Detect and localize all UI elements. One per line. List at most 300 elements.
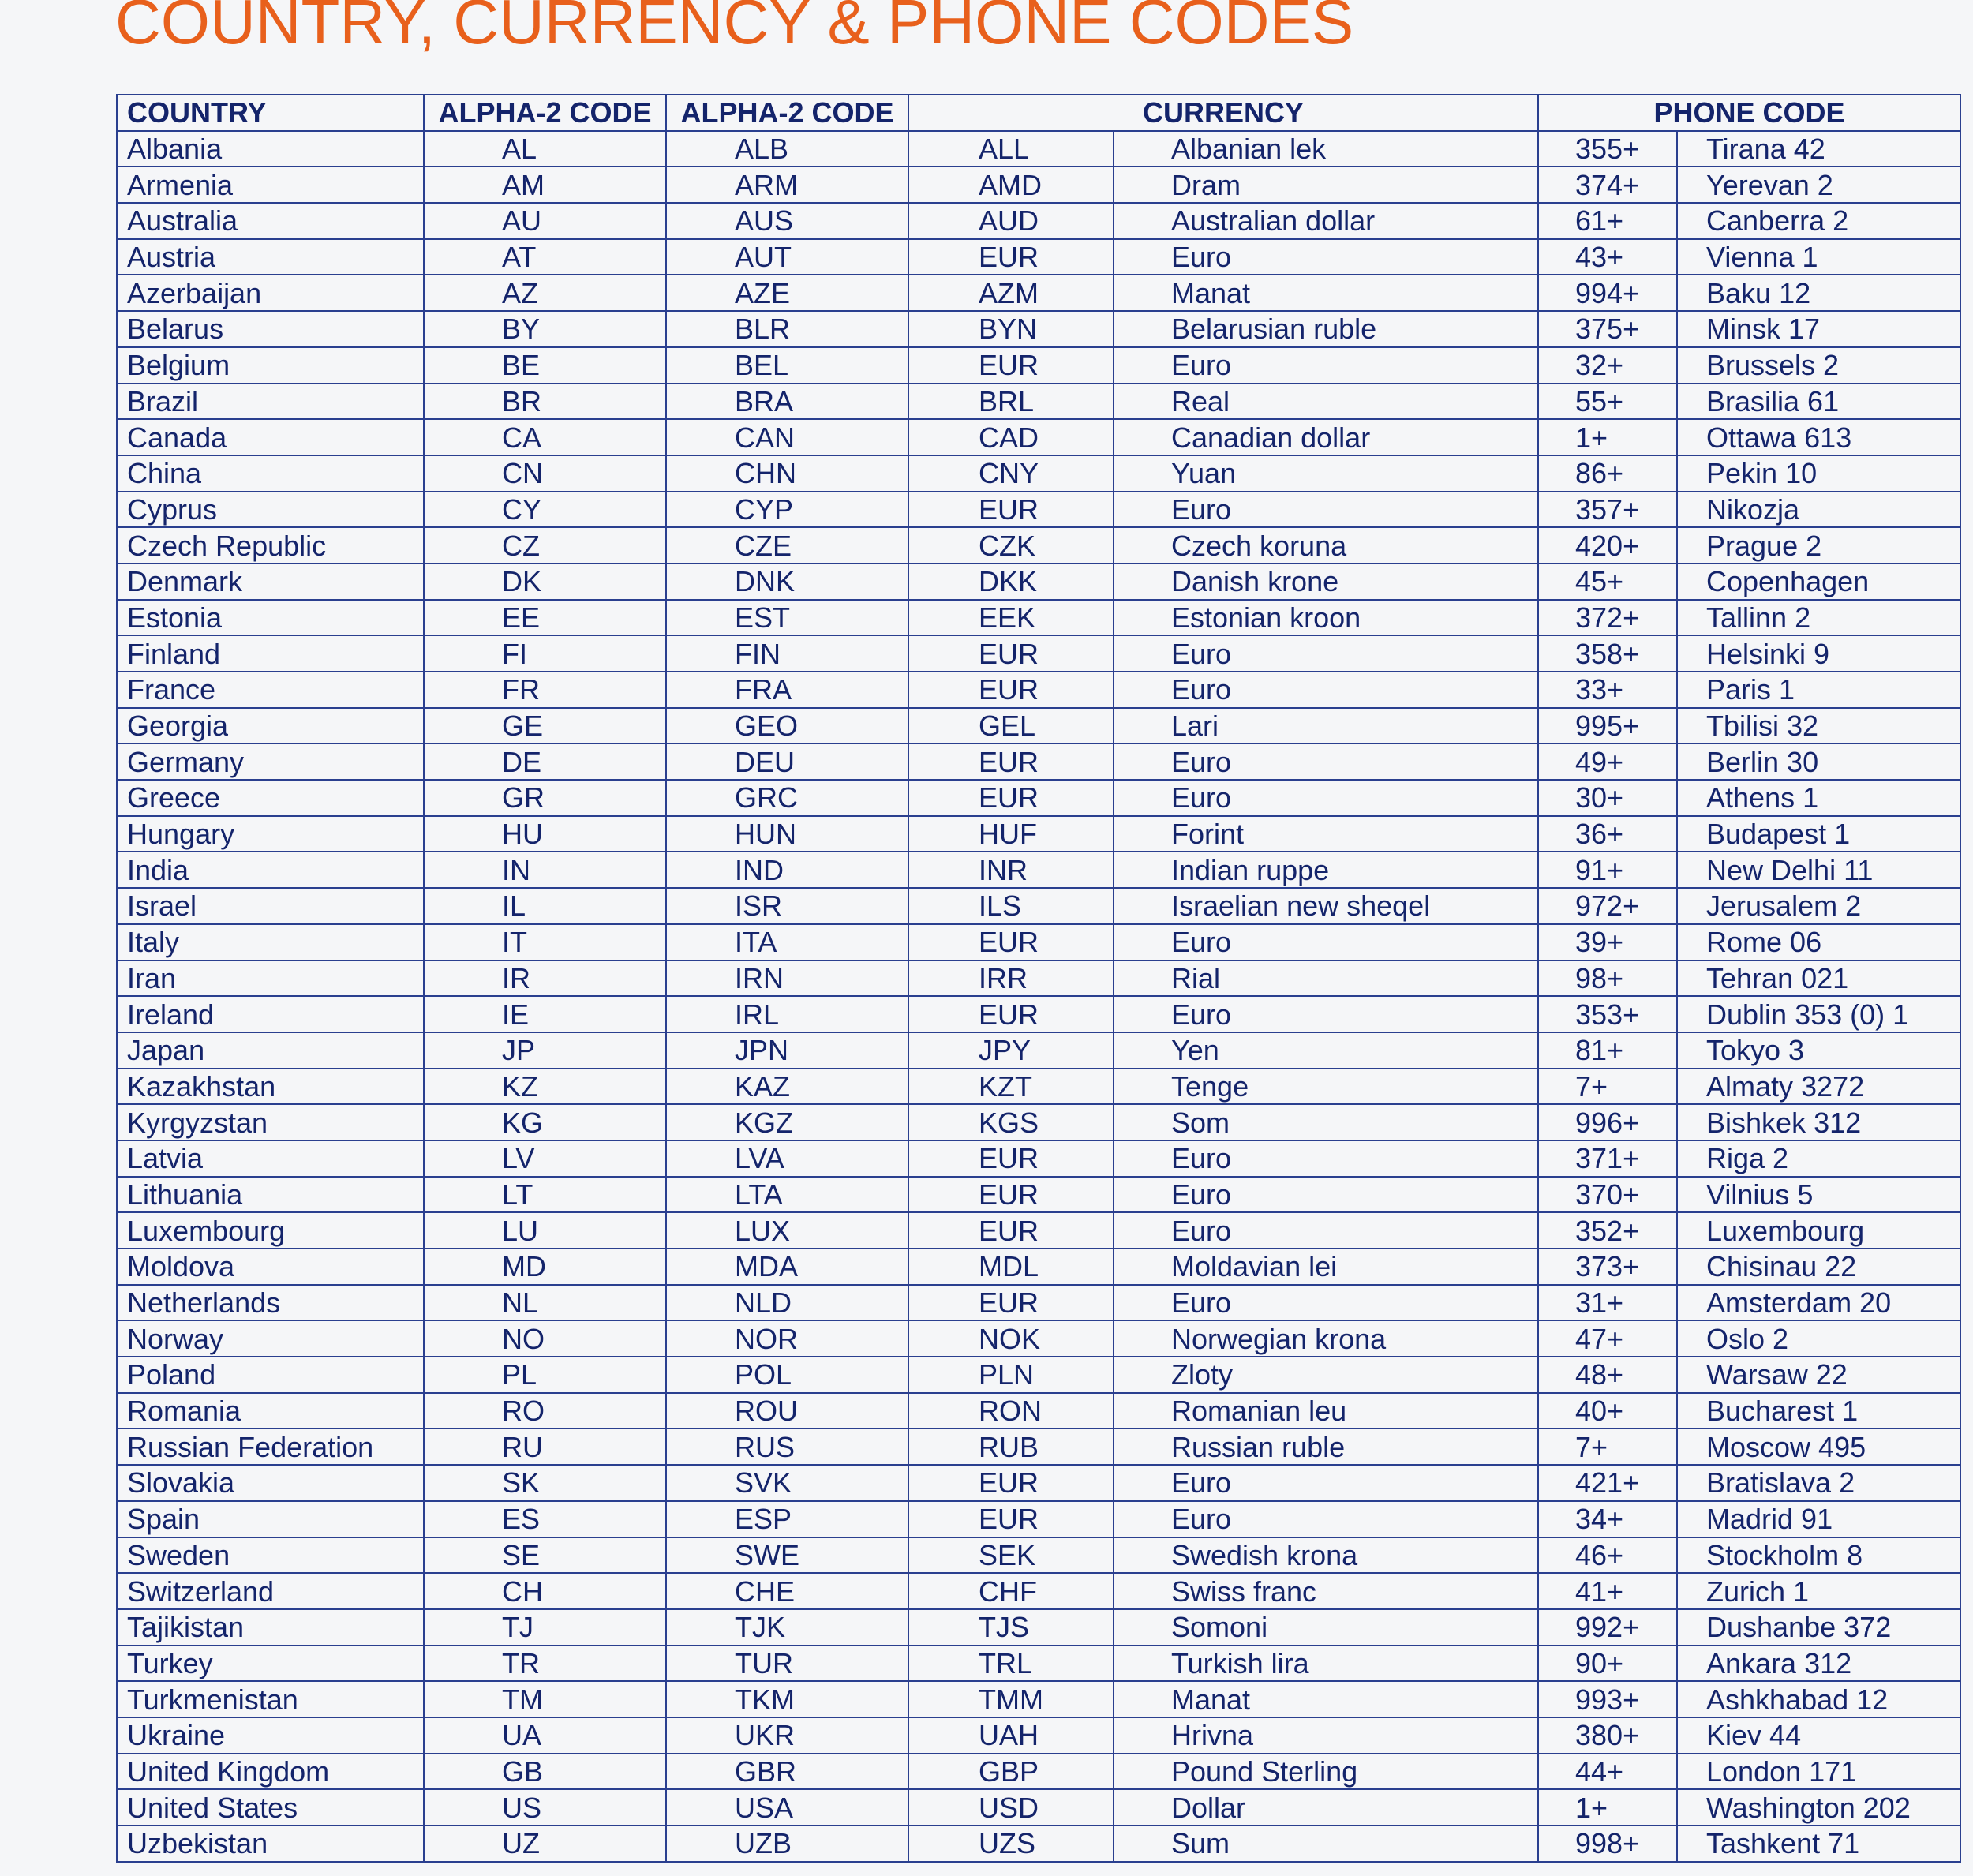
- table-row: [117, 960, 1960, 997]
- header-alpha2: ALPHA-2 CODE: [424, 95, 666, 131]
- dial-code-cell: 355+: [1538, 131, 1677, 167]
- currency-name-cell: Euro: [1114, 347, 1538, 384]
- dial-code-cell: 47+: [1538, 1320, 1677, 1357]
- alpha2-cell: NO: [424, 1320, 666, 1357]
- currency-name-cell: Dollar: [1114, 1789, 1538, 1825]
- table-row: [117, 131, 1960, 167]
- dial-code-cell: 41+: [1538, 1573, 1677, 1609]
- alpha2-cell: RU: [424, 1429, 666, 1465]
- header-country: COUNTRY: [117, 95, 424, 131]
- country-cell: United Kingdom: [117, 1754, 424, 1790]
- currency-code-cell: JPY: [908, 1032, 1114, 1069]
- dial-code-cell: 353+: [1538, 996, 1677, 1032]
- country-cell: Belgium: [117, 347, 424, 384]
- dial-code-cell: 358+: [1538, 635, 1677, 672]
- city-code-cell: Prague 2: [1677, 527, 1960, 564]
- currency-code-cell: EUR: [908, 1140, 1114, 1177]
- currency-code-cell: ILS: [908, 888, 1114, 924]
- city-code-cell: Tashkent 71: [1677, 1825, 1960, 1862]
- dial-code-cell: 7+: [1538, 1429, 1677, 1465]
- dial-code-cell: 7+: [1538, 1069, 1677, 1105]
- dial-code-cell: 421+: [1538, 1465, 1677, 1501]
- dial-code-cell: 98+: [1538, 960, 1677, 997]
- currency-code-cell: AMD: [908, 167, 1114, 203]
- alpha2-cell: AL: [424, 131, 666, 167]
- city-code-cell: Warsaw 22: [1677, 1357, 1960, 1393]
- alpha3-cell: LVA: [666, 1140, 908, 1177]
- alpha3-cell: GEO: [666, 708, 908, 744]
- country-cell: Denmark: [117, 564, 424, 600]
- table-row: [117, 1357, 1960, 1393]
- alpha3-cell: CHE: [666, 1573, 908, 1609]
- country-cell: Moldova: [117, 1249, 424, 1285]
- currency-code-cell: EEK: [908, 600, 1114, 636]
- country-cell: Romania: [117, 1393, 424, 1429]
- table-row: [117, 419, 1960, 455]
- dial-code-cell: 992+: [1538, 1609, 1677, 1646]
- city-code-cell: Tehran 021: [1677, 960, 1960, 997]
- currency-name-cell: Russian ruble: [1114, 1429, 1538, 1465]
- table-row: [117, 1501, 1960, 1537]
- dial-code-cell: 995+: [1538, 708, 1677, 744]
- alpha3-cell: IRN: [666, 960, 908, 997]
- table-row: [117, 1249, 1960, 1285]
- table-row: [117, 1393, 1960, 1429]
- city-code-cell: Ankara 312: [1677, 1646, 1960, 1682]
- currency-code-cell: GBP: [908, 1754, 1114, 1790]
- city-code-cell: Ottawa 613: [1677, 419, 1960, 455]
- currency-name-cell: Euro: [1114, 1140, 1538, 1177]
- currency-name-cell: Forint: [1114, 816, 1538, 852]
- currency-code-cell: UZS: [908, 1825, 1114, 1862]
- dial-code-cell: 1+: [1538, 1789, 1677, 1825]
- currency-code-cell: CAD: [908, 419, 1114, 455]
- alpha2-cell: GR: [424, 780, 666, 816]
- currency-name-cell: Swedish krona: [1114, 1537, 1538, 1574]
- currency-code-cell: EUR: [908, 924, 1114, 960]
- currency-code-cell: PLN: [908, 1357, 1114, 1393]
- city-code-cell: Baku 12: [1677, 275, 1960, 311]
- city-code-cell: Minsk 17: [1677, 311, 1960, 347]
- currency-code-cell: TMM: [908, 1681, 1114, 1717]
- country-cell: Kyrgyzstan: [117, 1104, 424, 1140]
- table-row: [117, 1646, 1960, 1682]
- currency-code-cell: UAH: [908, 1717, 1114, 1754]
- alpha3-cell: LUX: [666, 1212, 908, 1249]
- table-row: [117, 1609, 1960, 1646]
- country-cell: Cyprus: [117, 492, 424, 528]
- city-code-cell: Bratislava 2: [1677, 1465, 1960, 1501]
- city-code-cell: Oslo 2: [1677, 1320, 1960, 1357]
- alpha3-cell: ITA: [666, 924, 908, 960]
- alpha3-cell: GBR: [666, 1754, 908, 1790]
- currency-code-cell: ALL: [908, 131, 1114, 167]
- dial-code-cell: 45+: [1538, 564, 1677, 600]
- currency-name-cell: Yuan: [1114, 455, 1538, 492]
- header-row: [117, 95, 1960, 131]
- currency-name-cell: Canadian dollar: [1114, 419, 1538, 455]
- city-code-cell: Dushanbe 372: [1677, 1609, 1960, 1646]
- alpha2-cell: US: [424, 1789, 666, 1825]
- alpha3-cell: CZE: [666, 527, 908, 564]
- country-cell: Azerbaijan: [117, 275, 424, 311]
- currency-code-cell: CNY: [908, 455, 1114, 492]
- currency-name-cell: Belarusian ruble: [1114, 311, 1538, 347]
- city-code-cell: Dublin 353 (0) 1: [1677, 996, 1960, 1032]
- table-row: [117, 708, 1960, 744]
- dial-code-cell: 36+: [1538, 816, 1677, 852]
- country-cell: Belarus: [117, 311, 424, 347]
- country-cell: Albania: [117, 131, 424, 167]
- currency-name-cell: Albanian lek: [1114, 131, 1538, 167]
- country-cell: Switzerland: [117, 1573, 424, 1609]
- table-row: [117, 1320, 1960, 1357]
- header-currency: CURRENCY: [908, 95, 1538, 131]
- dial-code-cell: 33+: [1538, 672, 1677, 708]
- city-code-cell: Almaty 3272: [1677, 1069, 1960, 1105]
- table-row: [117, 600, 1960, 636]
- alpha2-cell: CY: [424, 492, 666, 528]
- country-cell: China: [117, 455, 424, 492]
- alpha2-cell: GE: [424, 708, 666, 744]
- city-code-cell: Riga 2: [1677, 1140, 1960, 1177]
- currency-code-cell: BYN: [908, 311, 1114, 347]
- alpha2-cell: SK: [424, 1465, 666, 1501]
- currency-code-cell: EUR: [908, 743, 1114, 780]
- country-cell: Austria: [117, 239, 424, 275]
- dial-code-cell: 30+: [1538, 780, 1677, 816]
- alpha2-cell: BY: [424, 311, 666, 347]
- currency-code-cell: EUR: [908, 1465, 1114, 1501]
- alpha3-cell: ALB: [666, 131, 908, 167]
- currency-name-cell: Euro: [1114, 780, 1538, 816]
- alpha2-cell: DK: [424, 564, 666, 600]
- alpha3-cell: NLD: [666, 1285, 908, 1321]
- currency-code-cell: EUR: [908, 492, 1114, 528]
- country-cell: Italy: [117, 924, 424, 960]
- alpha2-cell: FR: [424, 672, 666, 708]
- dial-code-cell: 357+: [1538, 492, 1677, 528]
- country-cell: Germany: [117, 743, 424, 780]
- table-row: [117, 816, 1960, 852]
- currency-name-cell: Zloty: [1114, 1357, 1538, 1393]
- table-row: [117, 1032, 1960, 1069]
- dial-code-cell: 420+: [1538, 527, 1677, 564]
- table-row: [117, 1573, 1960, 1609]
- country-cell: Georgia: [117, 708, 424, 744]
- city-code-cell: Bucharest 1: [1677, 1393, 1960, 1429]
- country-cell: Turkey: [117, 1646, 424, 1682]
- alpha2-cell: CN: [424, 455, 666, 492]
- alpha2-cell: MD: [424, 1249, 666, 1285]
- country-cell: Tajikistan: [117, 1609, 424, 1646]
- currency-name-cell: Danish krone: [1114, 564, 1538, 600]
- table-row: [117, 1717, 1960, 1754]
- currency-name-cell: Somoni: [1114, 1609, 1538, 1646]
- page-title: COUNTRY, CURRENCY & PHONE CODES: [115, 0, 1354, 57]
- currency-name-cell: Dram: [1114, 167, 1538, 203]
- alpha3-cell: ROU: [666, 1393, 908, 1429]
- currency-code-cell: EUR: [908, 1212, 1114, 1249]
- country-cell: Finland: [117, 635, 424, 672]
- currency-name-cell: Norwegian krona: [1114, 1320, 1538, 1357]
- currency-code-cell: EUR: [908, 239, 1114, 275]
- dial-code-cell: 371+: [1538, 1140, 1677, 1177]
- country-cell: Iran: [117, 960, 424, 997]
- city-code-cell: Berlin 30: [1677, 743, 1960, 780]
- currency-code-cell: EUR: [908, 672, 1114, 708]
- country-cell: Israel: [117, 888, 424, 924]
- alpha2-cell: EE: [424, 600, 666, 636]
- table-row: [117, 527, 1960, 564]
- alpha2-cell: TR: [424, 1646, 666, 1682]
- dial-code-cell: 48+: [1538, 1357, 1677, 1393]
- city-code-cell: Tirana 42: [1677, 131, 1960, 167]
- dial-code-cell: 374+: [1538, 167, 1677, 203]
- city-code-cell: Tokyo 3: [1677, 1032, 1960, 1069]
- currency-code-cell: EUR: [908, 1177, 1114, 1213]
- table-row: [117, 1140, 1960, 1177]
- city-code-cell: Canberra 2: [1677, 203, 1960, 239]
- country-cell: Hungary: [117, 816, 424, 852]
- currency-code-cell: EUR: [908, 635, 1114, 672]
- alpha2-cell: ES: [424, 1501, 666, 1537]
- currency-code-cell: CHF: [908, 1573, 1114, 1609]
- alpha3-cell: USA: [666, 1789, 908, 1825]
- alpha3-cell: EST: [666, 600, 908, 636]
- currency-code-cell: EUR: [908, 1285, 1114, 1321]
- alpha2-cell: IT: [424, 924, 666, 960]
- country-cell: Canada: [117, 419, 424, 455]
- alpha3-cell: TKM: [666, 1681, 908, 1717]
- currency-name-cell: Euro: [1114, 492, 1538, 528]
- dial-code-cell: 996+: [1538, 1104, 1677, 1140]
- table-row: [117, 1681, 1960, 1717]
- alpha2-cell: IR: [424, 960, 666, 997]
- alpha3-cell: UKR: [666, 1717, 908, 1754]
- alpha3-cell: POL: [666, 1357, 908, 1393]
- city-code-cell: Ashkhabad 12: [1677, 1681, 1960, 1717]
- currency-name-cell: Australian dollar: [1114, 203, 1538, 239]
- currency-name-cell: Lari: [1114, 708, 1538, 744]
- alpha3-cell: AZE: [666, 275, 908, 311]
- dial-code-cell: 375+: [1538, 311, 1677, 347]
- dial-code-cell: 44+: [1538, 1754, 1677, 1790]
- alpha2-cell: AZ: [424, 275, 666, 311]
- table-row: [117, 347, 1960, 384]
- table-row: [117, 672, 1960, 708]
- currency-name-cell: Euro: [1114, 924, 1538, 960]
- alpha2-cell: LT: [424, 1177, 666, 1213]
- table-row: [117, 203, 1960, 239]
- alpha3-cell: FRA: [666, 672, 908, 708]
- currency-code-cell: IRR: [908, 960, 1114, 997]
- currency-code-cell: RUB: [908, 1429, 1114, 1465]
- currency-code-cell: KGS: [908, 1104, 1114, 1140]
- alpha3-cell: CYP: [666, 492, 908, 528]
- city-code-cell: Kiev 44: [1677, 1717, 1960, 1754]
- alpha2-cell: AU: [424, 203, 666, 239]
- city-code-cell: Washington 202: [1677, 1789, 1960, 1825]
- country-cell: Brazil: [117, 384, 424, 420]
- currency-code-cell: KZT: [908, 1069, 1114, 1105]
- city-code-cell: Paris 1: [1677, 672, 1960, 708]
- dial-code-cell: 43+: [1538, 239, 1677, 275]
- country-cell: Turkmenistan: [117, 1681, 424, 1717]
- country-cell: Poland: [117, 1357, 424, 1393]
- city-code-cell: Jerusalem 2: [1677, 888, 1960, 924]
- currency-name-cell: Euro: [1114, 1501, 1538, 1537]
- alpha2-cell: BR: [424, 384, 666, 420]
- currency-code-cell: AZM: [908, 275, 1114, 311]
- currency-code-cell: EUR: [908, 996, 1114, 1032]
- country-cell: Spain: [117, 1501, 424, 1537]
- currency-name-cell: Romanian leu: [1114, 1393, 1538, 1429]
- dial-code-cell: 352+: [1538, 1212, 1677, 1249]
- city-code-cell: Nikozja: [1677, 492, 1960, 528]
- alpha3-cell: SWE: [666, 1537, 908, 1574]
- alpha2-cell: RO: [424, 1393, 666, 1429]
- alpha3-cell: ARM: [666, 167, 908, 203]
- city-code-cell: Moscow 495: [1677, 1429, 1960, 1465]
- table-row: [117, 1789, 1960, 1825]
- city-code-cell: Stockholm 8: [1677, 1537, 1960, 1574]
- country-cell: France: [117, 672, 424, 708]
- currency-name-cell: Euro: [1114, 1285, 1538, 1321]
- table-row: [117, 1465, 1960, 1501]
- dial-code-cell: 998+: [1538, 1825, 1677, 1862]
- currency-code-cell: USD: [908, 1789, 1114, 1825]
- table-row: [117, 1212, 1960, 1249]
- currency-code-cell: MDL: [908, 1249, 1114, 1285]
- alpha3-cell: DNK: [666, 564, 908, 600]
- currency-name-cell: Czech koruna: [1114, 527, 1538, 564]
- alpha2-cell: IE: [424, 996, 666, 1032]
- table-row: [117, 384, 1960, 420]
- currency-code-cell: INR: [908, 852, 1114, 888]
- alpha2-cell: CH: [424, 1573, 666, 1609]
- alpha3-cell: RUS: [666, 1429, 908, 1465]
- alpha3-cell: KGZ: [666, 1104, 908, 1140]
- dial-code-cell: 1+: [1538, 419, 1677, 455]
- alpha2-cell: BE: [424, 347, 666, 384]
- alpha3-cell: MDA: [666, 1249, 908, 1285]
- header-alpha3: ALPHA-2 CODE: [666, 95, 908, 131]
- alpha3-cell: IRL: [666, 996, 908, 1032]
- currency-code-cell: HUF: [908, 816, 1114, 852]
- country-cell: Japan: [117, 1032, 424, 1069]
- table-row: [117, 455, 1960, 492]
- alpha3-cell: UZB: [666, 1825, 908, 1862]
- alpha2-cell: DE: [424, 743, 666, 780]
- alpha2-cell: LU: [424, 1212, 666, 1249]
- alpha2-cell: HU: [424, 816, 666, 852]
- currency-name-cell: Israelian new sheqel: [1114, 888, 1538, 924]
- dial-code-cell: 86+: [1538, 455, 1677, 492]
- alpha2-cell: FI: [424, 635, 666, 672]
- table-row: [117, 743, 1960, 780]
- city-code-cell: Madrid 91: [1677, 1501, 1960, 1537]
- currency-code-cell: SEK: [908, 1537, 1114, 1574]
- alpha2-cell: LV: [424, 1140, 666, 1177]
- alpha3-cell: HUN: [666, 816, 908, 852]
- dial-code-cell: 39+: [1538, 924, 1677, 960]
- currency-name-cell: Moldavian lei: [1114, 1249, 1538, 1285]
- dial-code-cell: 61+: [1538, 203, 1677, 239]
- currency-code-cell: EUR: [908, 1501, 1114, 1537]
- alpha2-cell: TM: [424, 1681, 666, 1717]
- city-code-cell: Vilnius 5: [1677, 1177, 1960, 1213]
- table-row: [117, 1177, 1960, 1213]
- dial-code-cell: 380+: [1538, 1717, 1677, 1754]
- alpha3-cell: BRA: [666, 384, 908, 420]
- dial-code-cell: 372+: [1538, 600, 1677, 636]
- city-code-cell: Rome 06: [1677, 924, 1960, 960]
- alpha3-cell: TUR: [666, 1646, 908, 1682]
- dial-code-cell: 34+: [1538, 1501, 1677, 1537]
- alpha2-cell: GB: [424, 1754, 666, 1790]
- table-row: [117, 780, 1960, 816]
- country-cell: Luxembourg: [117, 1212, 424, 1249]
- country-cell: Slovakia: [117, 1465, 424, 1501]
- country-cell: Russian Federation: [117, 1429, 424, 1465]
- currency-code-cell: TRL: [908, 1646, 1114, 1682]
- alpha2-cell: KZ: [424, 1069, 666, 1105]
- currency-code-cell: CZK: [908, 527, 1114, 564]
- dial-code-cell: 32+: [1538, 347, 1677, 384]
- currency-code-cell: DKK: [908, 564, 1114, 600]
- table-row: [117, 167, 1960, 203]
- alpha2-cell: PL: [424, 1357, 666, 1393]
- alpha3-cell: IND: [666, 852, 908, 888]
- alpha2-cell: JP: [424, 1032, 666, 1069]
- table-row: [117, 635, 1960, 672]
- currency-name-cell: Tenge: [1114, 1069, 1538, 1105]
- currency-code-cell: GEL: [908, 708, 1114, 744]
- city-code-cell: New Delhi 11: [1677, 852, 1960, 888]
- city-code-cell: Luxembourg: [1677, 1212, 1960, 1249]
- alpha3-cell: DEU: [666, 743, 908, 780]
- country-cell: Netherlands: [117, 1285, 424, 1321]
- dial-code-cell: 49+: [1538, 743, 1677, 780]
- currency-name-cell: Euro: [1114, 672, 1538, 708]
- country-cell: Latvia: [117, 1140, 424, 1177]
- dial-code-cell: 972+: [1538, 888, 1677, 924]
- dial-code-cell: 993+: [1538, 1681, 1677, 1717]
- country-cell: Estonia: [117, 600, 424, 636]
- table-row: [117, 1825, 1960, 1862]
- alpha2-cell: UZ: [424, 1825, 666, 1862]
- city-code-cell: Helsinki 9: [1677, 635, 1960, 672]
- city-code-cell: Chisinau 22: [1677, 1249, 1960, 1285]
- currency-name-cell: Euro: [1114, 635, 1538, 672]
- city-code-cell: Brussels 2: [1677, 347, 1960, 384]
- alpha3-cell: FIN: [666, 635, 908, 672]
- country-cell: Greece: [117, 780, 424, 816]
- dial-code-cell: 373+: [1538, 1249, 1677, 1285]
- currency-code-cell: AUD: [908, 203, 1114, 239]
- alpha3-cell: AUS: [666, 203, 908, 239]
- alpha3-cell: JPN: [666, 1032, 908, 1069]
- city-code-cell: Tallinn 2: [1677, 600, 1960, 636]
- table-row: [117, 888, 1960, 924]
- alpha3-cell: SVK: [666, 1465, 908, 1501]
- dial-code-cell: 994+: [1538, 275, 1677, 311]
- table-row: [117, 852, 1960, 888]
- currency-name-cell: Hrivna: [1114, 1717, 1538, 1754]
- country-cell: Ireland: [117, 996, 424, 1032]
- currency-code-cell: TJS: [908, 1609, 1114, 1646]
